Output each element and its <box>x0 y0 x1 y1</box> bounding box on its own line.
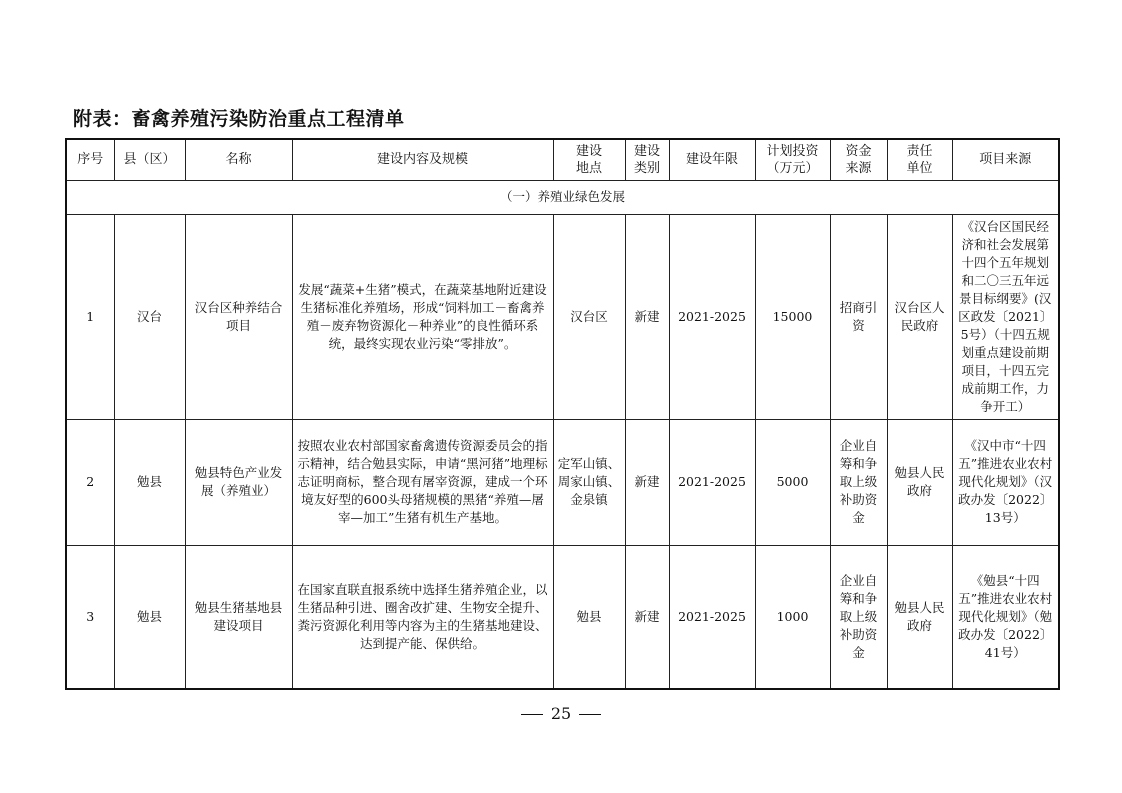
cell-period: 2021-2025 <box>669 545 755 689</box>
cell-period: 2021-2025 <box>669 214 755 419</box>
cell-name: 汉台区种养结合项目 <box>185 214 292 419</box>
header-fund-line2: 来源 <box>845 160 872 176</box>
cell-content: 在国家直联直报系统中选择生猪养殖企业，以生猪品种引进、圈舍改扩建、生物安全提升、粪污资源化利用等内容为主的生猪基地建设、达到提产能、保供给。 <box>292 545 553 689</box>
cell-unit: 汉台区人民政府 <box>887 214 952 419</box>
section-title: （一）养殖业绿色发展 <box>66 180 1059 214</box>
header-seq: 序号 <box>66 139 114 180</box>
header-type-line1: 建设 <box>633 143 660 159</box>
header-content: 建设内容及规模 <box>292 139 553 180</box>
cell-fund: 招商引资 <box>830 214 887 419</box>
cell-source: 《勉县“十四五”推进农业农村现代化规划》（勉政办发〔2022〕41号） <box>952 545 1059 689</box>
page-title: 附表：畜禽养殖污染防治重点工程清单 <box>73 108 405 130</box>
project-table <box>65 138 1060 690</box>
header-name: 名称 <box>185 139 292 180</box>
table-row <box>66 214 1059 419</box>
table-row <box>66 419 1059 545</box>
header-type <box>625 139 669 180</box>
page-number-dash-left <box>521 714 543 715</box>
page-number <box>0 704 1122 723</box>
cell-county: 汉台 <box>114 214 185 419</box>
header-investment-line1: 计划投资 <box>766 143 819 159</box>
header-source: 项目来源 <box>952 139 1059 180</box>
header-location-line2: 地点 <box>575 160 602 176</box>
section-row <box>66 180 1059 214</box>
header-location-line1: 建设 <box>575 143 602 159</box>
header-fund <box>830 139 887 180</box>
table-row <box>66 545 1059 689</box>
cell-investment: 15000 <box>755 214 830 419</box>
header-location <box>553 139 625 180</box>
cell-county: 勉县 <box>114 545 185 689</box>
page-number-dash-right <box>579 714 601 715</box>
header-unit <box>887 139 952 180</box>
cell-type: 新建 <box>625 214 669 419</box>
header-row <box>66 139 1059 180</box>
cell-source: 《汉中市“十四五”推进农业农村现代化规划》（汉政办发〔2022〕13号） <box>952 419 1059 545</box>
header-fund-line1: 资金 <box>845 143 872 159</box>
cell-type: 新建 <box>625 545 669 689</box>
cell-location: 汉台区 <box>553 214 625 419</box>
header-unit-line1: 责任 <box>906 143 933 159</box>
cell-investment: 1000 <box>755 545 830 689</box>
cell-fund: 企业自筹和争取上级补助资金 <box>830 545 887 689</box>
cell-name: 勉县特色产业发展（养殖业） <box>185 419 292 545</box>
cell-seq: 3 <box>66 545 114 689</box>
cell-content: 发展“蔬菜+生猪”模式，在蔬菜基地附近建设生猪标准化养殖场，形成“饲料加工－畜禽养殖－废弃物资源化－种养业”的良性循环系统，最终实现农业污染“零排放”。 <box>292 214 553 419</box>
cell-location: 勉县 <box>553 545 625 689</box>
header-investment-line2: （万元） <box>766 160 819 176</box>
header-period: 建设年限 <box>669 139 755 180</box>
page-number-value: 25 <box>550 704 572 723</box>
cell-unit: 勉县人民政府 <box>887 545 952 689</box>
cell-source: 《汉台区国民经济和社会发展第十四个五年规划和二〇三五年远景目标纲要》(汉区政发〔2021〕5号）（十四五规划重点建设前期项目，十四五完成前期工作，力争开工） <box>952 214 1059 419</box>
cell-fund: 企业自筹和争取上级补助资金 <box>830 419 887 545</box>
cell-county: 勉县 <box>114 419 185 545</box>
header-county: 县（区） <box>114 139 185 180</box>
cell-unit: 勉县人民政府 <box>887 419 952 545</box>
header-type-line2: 类别 <box>633 160 660 176</box>
header-unit-line2: 单位 <box>906 160 933 176</box>
header-investment <box>755 139 830 180</box>
cell-content: 按照农业农村部国家畜禽遗传资源委员会的指示精神，结合勉县实际，申请“黑河猪”地理标志证明商标，整合现有屠宰资源，建成一个环境友好型的600头母猪规模的黑猪“养殖—屠宰—加工”生猪有机生产基地。 <box>292 419 553 545</box>
cell-investment: 5000 <box>755 419 830 545</box>
cell-name: 勉县生猪基地县建设项目 <box>185 545 292 689</box>
cell-seq: 2 <box>66 419 114 545</box>
cell-location: 定军山镇、周家山镇、金泉镇 <box>553 419 625 545</box>
cell-type: 新建 <box>625 419 669 545</box>
cell-period: 2021-2025 <box>669 419 755 545</box>
cell-seq: 1 <box>66 214 114 419</box>
